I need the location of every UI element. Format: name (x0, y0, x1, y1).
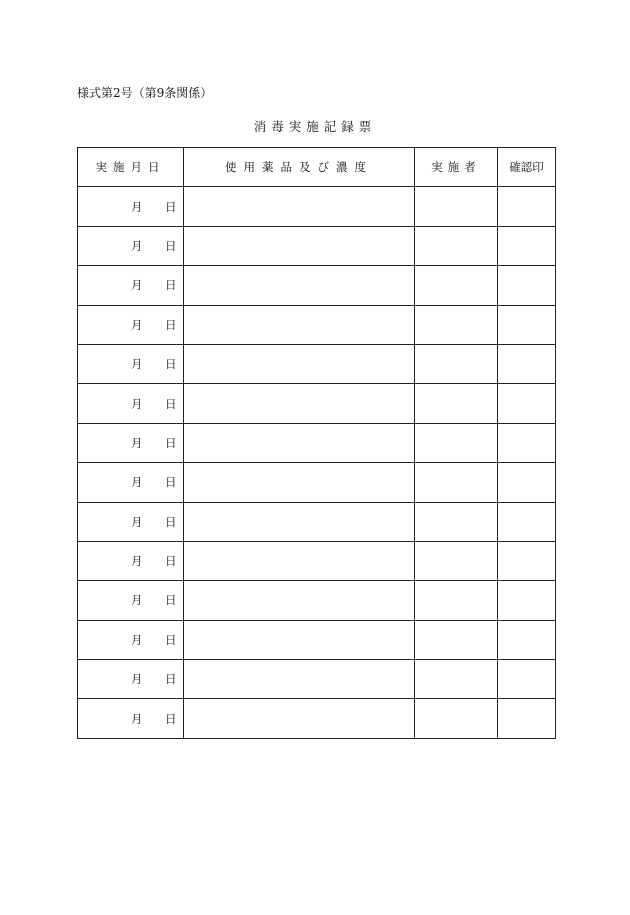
record-rows (78, 187, 556, 738)
table-row (78, 423, 556, 462)
day-label: 日 (165, 672, 177, 687)
chemical-cell[interactable] (184, 266, 415, 305)
date-cell[interactable] (78, 226, 184, 265)
table-row (78, 187, 556, 226)
header-chemical: 使用薬品及び濃度 (184, 148, 415, 187)
person-cell[interactable] (415, 226, 498, 265)
table-row (78, 226, 556, 265)
header-date: 実施月日 (78, 148, 184, 187)
chemical-cell[interactable] (184, 541, 415, 580)
person-cell[interactable] (415, 620, 498, 659)
day-label: 日 (165, 554, 177, 569)
seal-cell[interactable] (498, 463, 556, 502)
month-label: 月 (131, 278, 143, 293)
seal-cell[interactable] (498, 581, 556, 620)
table-row (78, 541, 556, 580)
seal-cell[interactable] (498, 384, 556, 423)
chemical-cell[interactable] (184, 226, 415, 265)
chemical-cell[interactable] (184, 660, 415, 699)
date-cell[interactable] (78, 699, 184, 738)
header-person: 実施者 (415, 148, 498, 187)
table-row (78, 344, 556, 383)
seal-cell[interactable] (498, 423, 556, 462)
date-cell[interactable] (78, 305, 184, 344)
seal-cell[interactable] (498, 541, 556, 580)
date-cell[interactable] (78, 581, 184, 620)
date-cell[interactable] (78, 620, 184, 659)
seal-cell[interactable] (498, 187, 556, 226)
chemical-cell[interactable] (184, 187, 415, 226)
month-label: 月 (131, 435, 143, 450)
month-label: 月 (131, 396, 143, 411)
chemical-cell[interactable] (184, 344, 415, 383)
person-cell[interactable] (415, 541, 498, 580)
month-label: 月 (131, 317, 143, 332)
table-row (78, 463, 556, 502)
month-label: 月 (131, 672, 143, 687)
date-cell[interactable] (78, 344, 184, 383)
date-cell[interactable] (78, 660, 184, 699)
day-label: 日 (165, 238, 177, 253)
day-label: 日 (165, 199, 177, 214)
table-row (78, 305, 556, 344)
month-label: 月 (131, 593, 143, 608)
seal-cell[interactable] (498, 502, 556, 541)
date-cell[interactable] (78, 463, 184, 502)
chemical-cell[interactable] (184, 620, 415, 659)
month-label: 月 (131, 514, 143, 529)
date-cell[interactable] (78, 384, 184, 423)
day-label: 日 (165, 396, 177, 411)
day-label: 日 (165, 593, 177, 608)
chemical-cell[interactable] (184, 502, 415, 541)
disinfection-record-table (77, 147, 556, 739)
day-label: 日 (165, 357, 177, 372)
day-label: 日 (165, 711, 177, 726)
month-label: 月 (131, 475, 143, 490)
chemical-cell[interactable] (184, 699, 415, 738)
day-label: 日 (165, 317, 177, 332)
table-row (78, 581, 556, 620)
month-label: 月 (131, 199, 143, 214)
person-cell[interactable] (415, 266, 498, 305)
seal-cell[interactable] (498, 226, 556, 265)
date-cell[interactable] (78, 266, 184, 305)
date-cell[interactable] (78, 187, 184, 226)
day-label: 日 (165, 475, 177, 490)
person-cell[interactable] (415, 423, 498, 462)
month-label: 月 (131, 357, 143, 372)
person-cell[interactable] (415, 699, 498, 738)
table-row (78, 699, 556, 738)
table-row (78, 384, 556, 423)
document-title: 消毒実施記録票 (253, 119, 377, 134)
person-cell[interactable] (415, 344, 498, 383)
month-label: 月 (131, 632, 143, 647)
person-cell[interactable] (415, 660, 498, 699)
chemical-cell[interactable] (184, 463, 415, 502)
seal-cell[interactable] (498, 620, 556, 659)
date-cell[interactable] (78, 423, 184, 462)
month-label: 月 (131, 238, 143, 253)
chemical-cell[interactable] (184, 423, 415, 462)
seal-cell[interactable] (498, 699, 556, 738)
seal-cell[interactable] (498, 266, 556, 305)
month-label: 月 (131, 711, 143, 726)
chemical-cell[interactable] (184, 384, 415, 423)
date-cell[interactable] (78, 541, 184, 580)
day-label: 日 (165, 278, 177, 293)
seal-cell[interactable] (498, 660, 556, 699)
day-label: 日 (165, 514, 177, 529)
table-row (78, 660, 556, 699)
month-label: 月 (131, 554, 143, 569)
person-cell[interactable] (415, 463, 498, 502)
header-seal: 確認印 (498, 148, 556, 187)
person-cell[interactable] (415, 581, 498, 620)
header-row (78, 148, 556, 187)
date-cell[interactable] (78, 502, 184, 541)
day-label: 日 (165, 632, 177, 647)
table-row (78, 620, 556, 659)
chemical-cell[interactable] (184, 581, 415, 620)
day-label: 日 (165, 435, 177, 450)
seal-cell[interactable] (498, 344, 556, 383)
person-cell[interactable] (415, 384, 498, 423)
table-row (78, 266, 556, 305)
person-cell[interactable] (415, 502, 498, 541)
chemical-cell[interactable] (184, 305, 415, 344)
person-cell[interactable] (415, 305, 498, 344)
form-number-label: 様式第2号（第9条関係） (77, 86, 213, 100)
table-row (78, 502, 556, 541)
seal-cell[interactable] (498, 305, 556, 344)
person-cell[interactable] (415, 187, 498, 226)
